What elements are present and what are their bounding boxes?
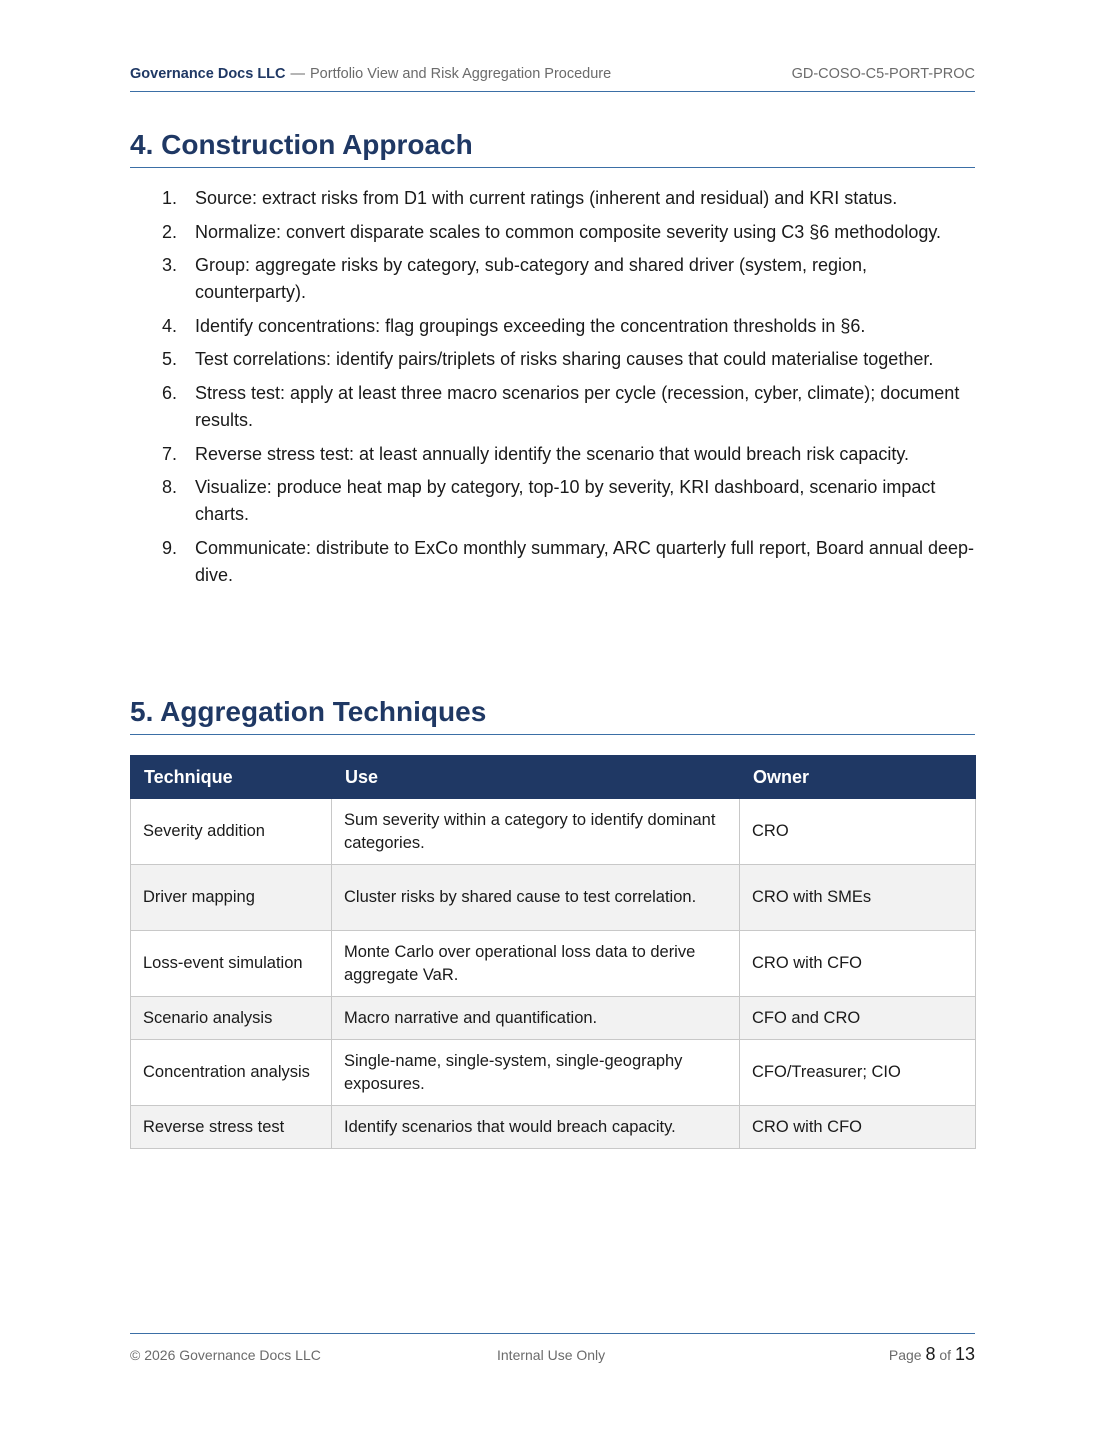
list-item — [130, 185, 975, 212]
list-item-number: 4. — [162, 315, 178, 336]
owner-cell: CRO with SMEs — [740, 865, 976, 931]
owner-cell: CRO with CFO — [740, 1106, 976, 1149]
list-item-number: 9. — [162, 537, 178, 558]
table-row — [131, 931, 976, 997]
technique-cell: Driver mapping — [131, 865, 332, 931]
page-total: 13 — [954, 1344, 975, 1364]
technique-cell: Scenario analysis — [131, 997, 332, 1040]
table-header-row — [131, 756, 976, 799]
list-item — [130, 346, 975, 373]
list-item — [130, 380, 975, 434]
list-item-text: Group: aggregate risks by category, sub-category and shared driver (system, region, counterparty). — [195, 255, 867, 303]
header-separator: — — [290, 66, 306, 82]
use-cell: Single-name, single-system, single-geography exposures. — [332, 1040, 740, 1106]
list-item-number: 6. — [162, 382, 178, 403]
column-header-owner: Owner — [740, 756, 976, 799]
column-header-technique: Technique — [131, 756, 332, 799]
table-row — [131, 799, 976, 865]
list-item-number: 1. — [162, 188, 178, 208]
technique-cell: Severity addition — [131, 799, 332, 865]
list-item-number: 3. — [162, 255, 178, 276]
list-item-text: Visualize: produce heat map by category, top-10 by severity, KRI dashboard, scenario impact charts. — [195, 477, 936, 525]
footer-classification: Internal Use Only — [497, 1347, 606, 1363]
list-item — [130, 219, 975, 246]
use-cell: Macro narrative and quantification. — [332, 997, 740, 1040]
list-item — [130, 474, 975, 528]
owner-cell: CRO with CFO — [740, 931, 976, 997]
list-item-number: 5. — [162, 349, 178, 370]
list-item-text: Test correlations: identify pairs/triplets of risks sharing causes that could materialise together. — [195, 349, 934, 370]
owner-cell: CFO/Treasurer; CIO — [740, 1040, 976, 1106]
list-item — [130, 252, 975, 306]
page-footer — [130, 1333, 975, 1374]
technique-cell: Loss-event simulation — [131, 931, 332, 997]
owner-cell: CFO and CRO — [740, 997, 976, 1040]
page-number — [889, 1344, 975, 1365]
document-code: GD-COSO-C5-PORT-PROC — [791, 66, 975, 82]
technique-cell: Concentration analysis — [131, 1040, 332, 1106]
table-row — [131, 1106, 976, 1149]
list-item — [130, 441, 975, 468]
use-cell: Identify scenarios that would breach capacity. — [332, 1106, 740, 1149]
page-label: Page — [888, 1347, 922, 1363]
list-item-text: Identify concentrations: flag groupings exceeding the concentration thresholds in §6. — [195, 315, 866, 336]
list-item-text: Communicate: distribute to ExCo monthly summary, ARC quarterly full report, Board annual deep-dive. — [195, 537, 975, 585]
list-item — [130, 313, 975, 340]
document-title: Portfolio View and Risk Aggregation Procedure — [310, 66, 612, 82]
footer-copyright: © 2026 Governance Docs LLC — [130, 1347, 321, 1363]
table-row — [131, 997, 976, 1040]
table-row — [131, 1040, 976, 1106]
technique-cell: Reverse stress test — [131, 1106, 332, 1149]
list-item-text: Reverse stress test: at least annually identify the scenario that would breach risk capacity. — [195, 443, 910, 464]
use-cell: Monte Carlo over operational loss data to derive aggregate VaR. — [332, 931, 740, 997]
section-5-heading: 5. Aggregation Techniques — [130, 696, 975, 735]
page-of-label: of — [939, 1347, 952, 1363]
construction-steps-list — [130, 185, 975, 595]
list-item — [130, 535, 975, 589]
page-current: 8 — [925, 1344, 936, 1364]
section-4-heading: 4. Construction Approach — [130, 129, 975, 168]
aggregation-techniques-table — [130, 755, 976, 1149]
use-cell: Cluster risks by shared cause to test correlation. — [332, 865, 740, 931]
owner-cell: CRO — [740, 799, 976, 865]
list-item-text: Normalize: convert disparate scales to common composite severity using C3 §6 methodology. — [195, 221, 942, 242]
list-item-text: Source: extract risks from D1 with current ratings (inherent and residual) and KRI status. — [195, 188, 898, 208]
list-item-number: 7. — [162, 443, 178, 464]
use-cell: Sum severity within a category to identify dominant categories. — [332, 799, 740, 865]
list-item-number: 8. — [162, 477, 178, 498]
list-item-text: Stress test: apply at least three macro scenarios per cycle (recession, cyber, climate); document results. — [195, 382, 960, 430]
table-row — [131, 865, 976, 931]
list-item-number: 2. — [162, 221, 178, 242]
column-header-use: Use — [332, 756, 740, 799]
header-left — [130, 66, 611, 82]
page-header — [130, 64, 975, 92]
company-name: Governance Docs LLC — [130, 66, 286, 82]
